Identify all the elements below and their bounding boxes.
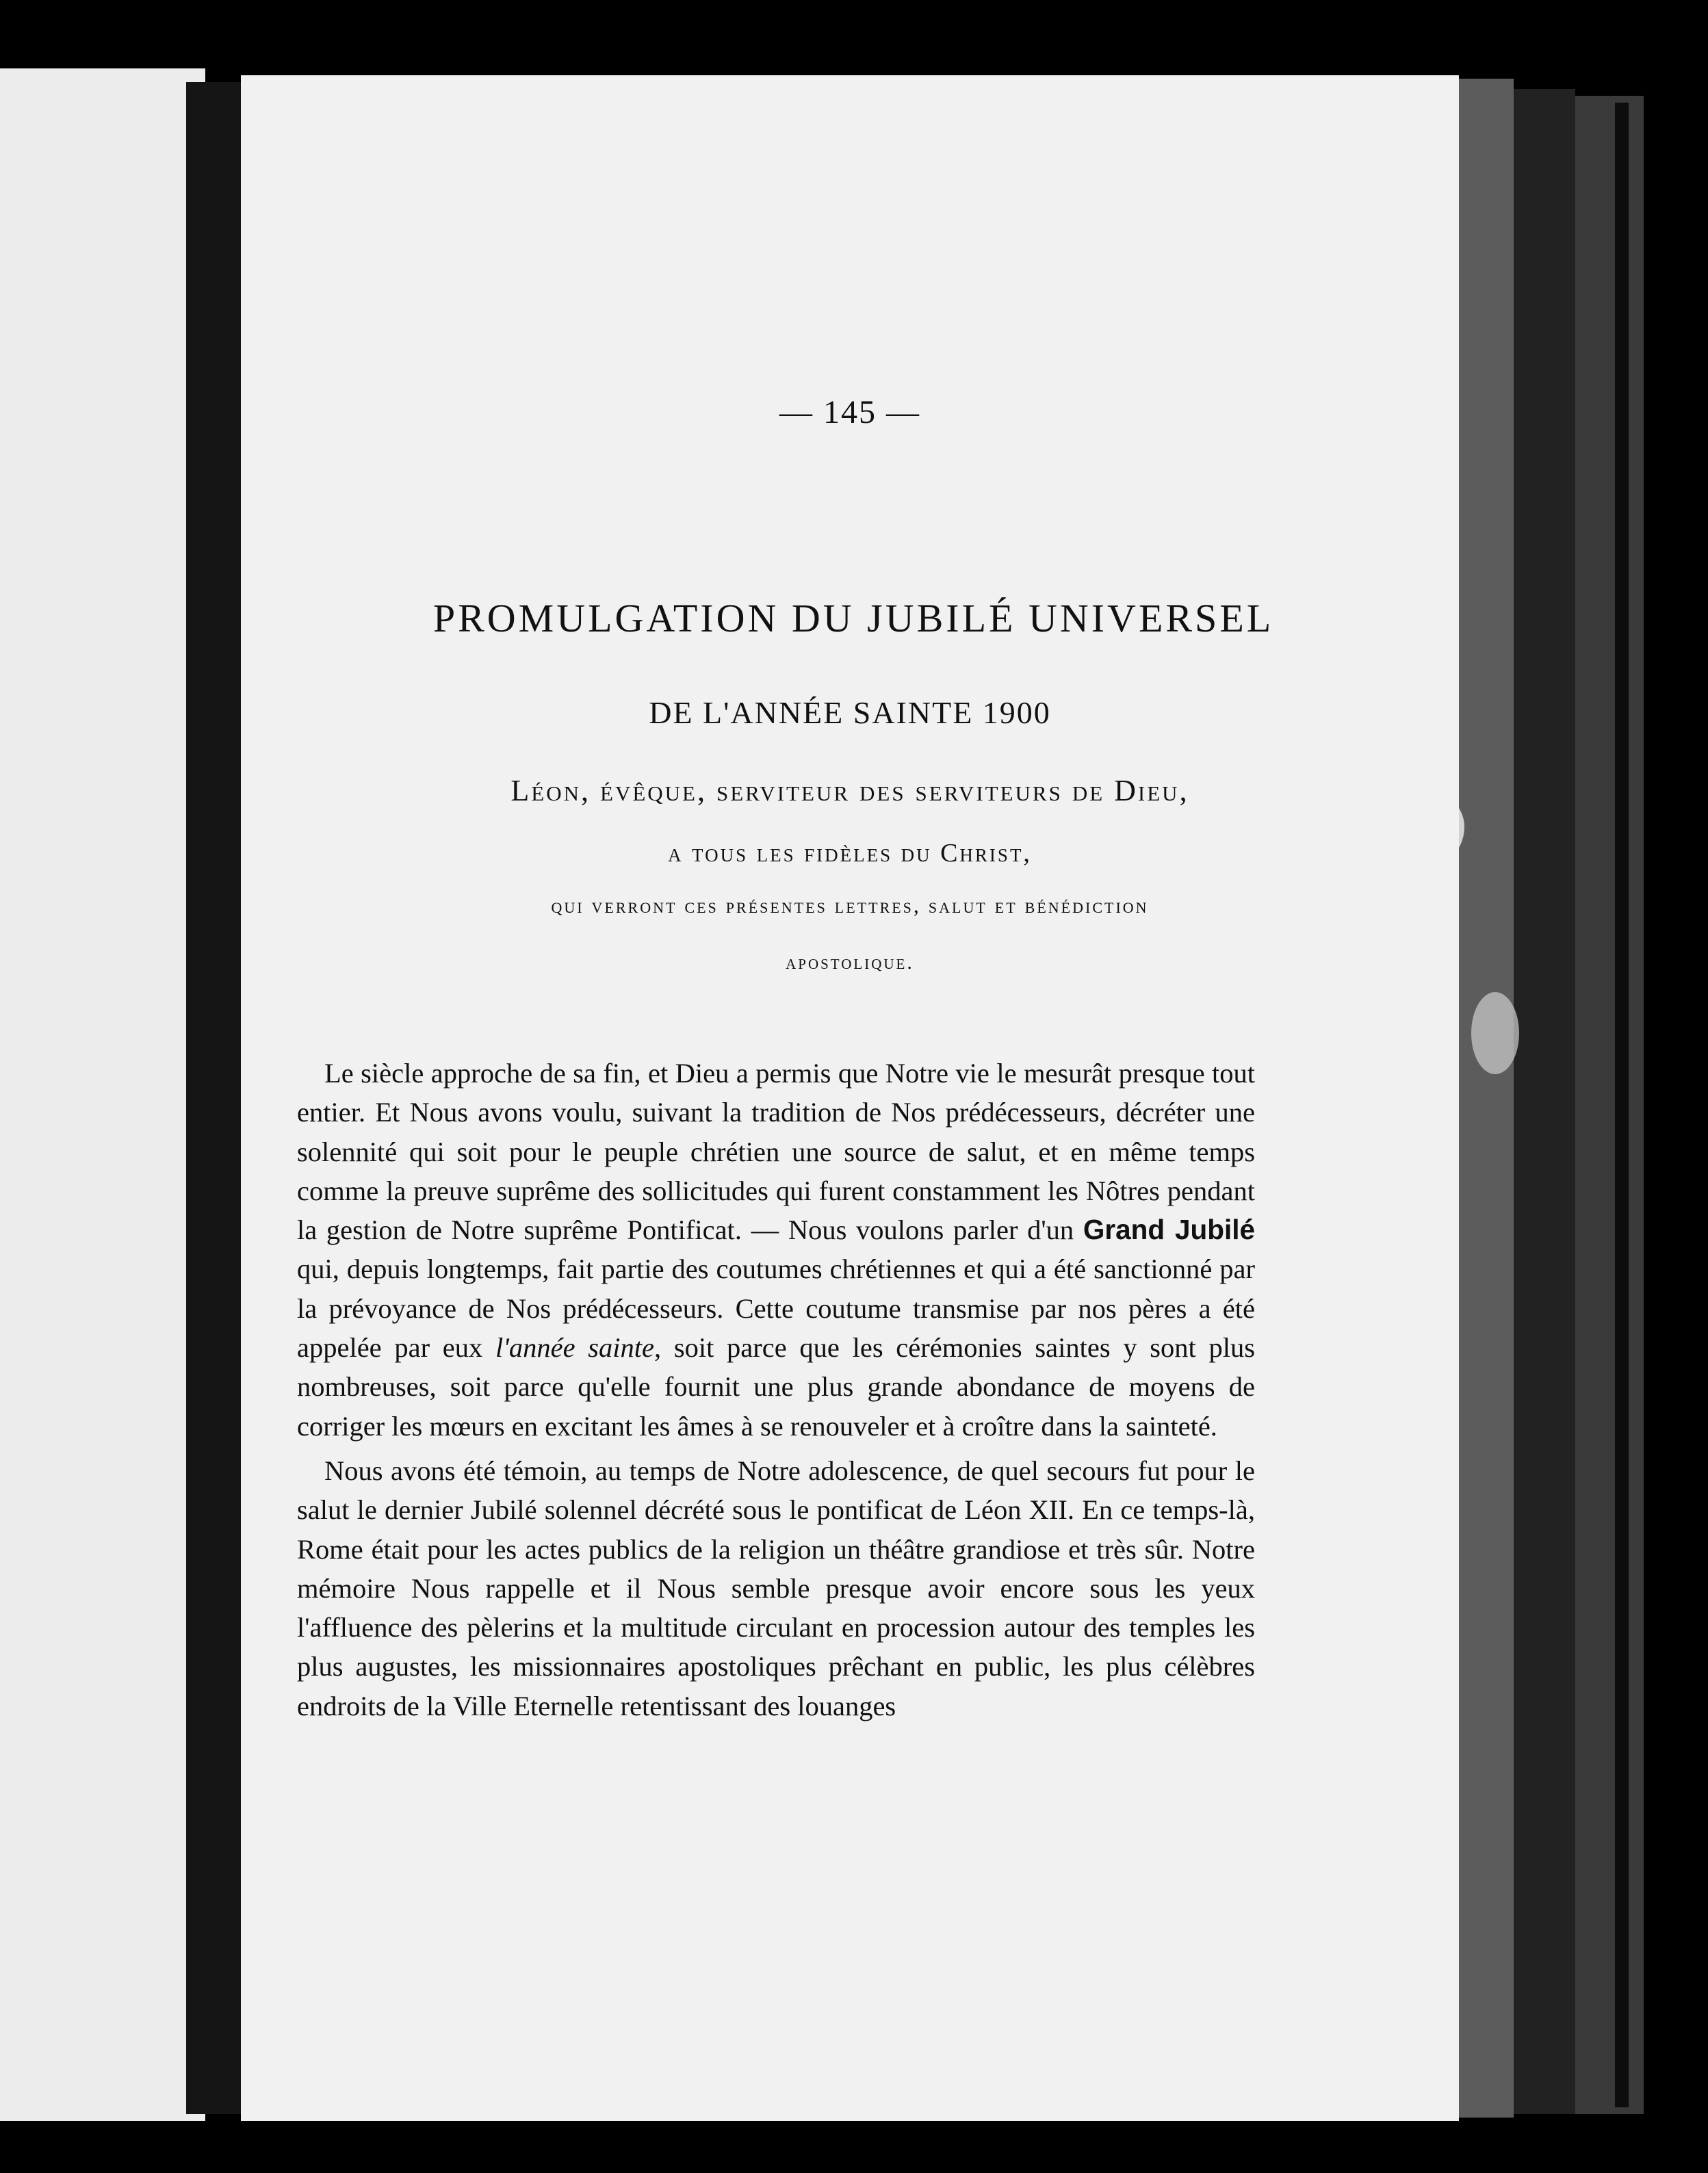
book-cover-edge-outer bbox=[1575, 96, 1644, 2114]
paper-stain-small bbox=[1471, 992, 1519, 1074]
address-line: Léon, évêque, serviteur des serviteurs de Dieu, bbox=[510, 774, 1189, 807]
page-number: — 145 — bbox=[779, 394, 920, 430]
page-title: PROMULGATION DU JUBILÉ UNIVERSEL bbox=[432, 596, 1274, 640]
page-subtitle: DE L'ANNÉE SAINTE 1900 bbox=[649, 695, 1051, 730]
page-edge bbox=[1459, 79, 1514, 2118]
paragraph-text: qui, depuis longtemps, fait partie des coutumes chrétiennes et qui a été sanctionné par la prévoyance de Nos prédécesseurs. Cette coutume transmise par nos pères a été appelée par eux bbox=[297, 1253, 1255, 1364]
italic-text: l'année sainte bbox=[495, 1332, 655, 1364]
paragraph bbox=[297, 1054, 1255, 1446]
address-line: qui verront ces présentes lettres, salut et bénédiction bbox=[551, 893, 1149, 918]
emphasis-text: Grand Jubilé bbox=[1083, 1214, 1255, 1246]
book-cover-shadow bbox=[1615, 103, 1629, 2107]
book-gutter bbox=[186, 82, 248, 2114]
paragraph: Nous avons été témoin, au temps de Notre adolescence, de quel secours fut pour le salut le dernier Jubilé solennel décrété sous le pontificat de Léon XII. En ce temps-là, Rome était pour les actes publics de la religion un théâtre grandiose et très sûr. Notre mémoire Nous rappelle et il Nous semble presque avoir encore sous les yeux l'affluence des pèlerins et la multitude circulant en procession autour des temples les plus augustes, les missionnaires apostoliques prêchant en public, les plus célèbres endroits de la Ville Eternelle retentissant des louanges bbox=[297, 1455, 1255, 1721]
paragraph-text: , soit parce que les cérémonies saintes y sont plus nombreuses, soit parce qu'elle fournit une plus grande abondance de moyens de corriger les mœurs en excitant les âmes à se renouveler et à croître dans la sainteté. bbox=[297, 1332, 1255, 1442]
address-line: a tous les fidèles du Christ, bbox=[668, 839, 1032, 868]
address-line: apostolique. bbox=[786, 951, 914, 974]
book-cover-edge bbox=[1514, 89, 1575, 2114]
left-page-edge bbox=[0, 68, 205, 2121]
book-page bbox=[241, 75, 1459, 2121]
paragraph-text: Le siècle approche de sa fin, et Dieu a permis que Notre vie le mesurât presque tout entier. Et Nous avons voulu, suivant la tradition de Nos prédécesseurs, décréter une solennité qui soit pour le peuple chrétien une source de salut, et en même temps comme la preuve suprême des sollicitudes qui furent constamment les Nôtres pendant la gestion de Notre suprême Pontificat. — Nous voulons parler d'un bbox=[297, 1058, 1255, 1246]
body-text bbox=[297, 1054, 1255, 1726]
